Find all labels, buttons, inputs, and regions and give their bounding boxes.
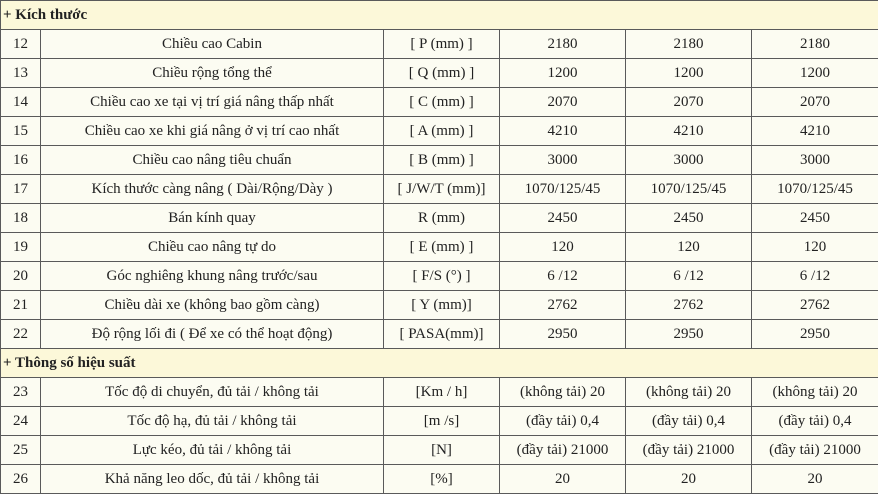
row-number: 13 <box>1 59 41 88</box>
table-row <box>1 175 878 204</box>
row-number: 25 <box>1 436 41 465</box>
table-row <box>1 407 878 436</box>
value-model-3: 2070 <box>752 88 878 117</box>
table-row <box>1 117 878 146</box>
value-model-1: 2070 <box>500 88 626 117</box>
value-model-3: 120 <box>752 233 878 262</box>
spec-unit: [ Q (mm) ] <box>384 59 500 88</box>
spec-unit: [ C (mm) ] <box>384 88 500 117</box>
spec-unit: R (mm) <box>384 204 500 233</box>
value-model-2: (không tải) 20 <box>626 378 752 407</box>
spec-unit: [Km / h] <box>384 378 500 407</box>
spec-name: Lực kéo, đủ tải / không tải <box>41 436 384 465</box>
spec-unit: [N] <box>384 436 500 465</box>
spec-name: Tốc độ hạ, đủ tải / không tải <box>41 407 384 436</box>
spec-unit: [ A (mm) ] <box>384 117 500 146</box>
value-model-3: 2762 <box>752 291 878 320</box>
value-model-2: 2950 <box>626 320 752 349</box>
value-model-3: 3000 <box>752 146 878 175</box>
spec-unit: [ B (mm) ] <box>384 146 500 175</box>
value-model-3: 1200 <box>752 59 878 88</box>
row-number: 17 <box>1 175 41 204</box>
spec-name: Tốc độ di chuyển, đủ tải / không tải <box>41 378 384 407</box>
table-row <box>1 88 878 117</box>
value-model-2: 2762 <box>626 291 752 320</box>
row-number: 26 <box>1 465 41 494</box>
section-title: + Thông số hiệu suất <box>1 349 878 378</box>
table-row <box>1 204 878 233</box>
table-row <box>1 378 878 407</box>
value-model-1: 3000 <box>500 146 626 175</box>
section-header <box>1 349 878 378</box>
value-model-1: (không tải) 20 <box>500 378 626 407</box>
row-number: 15 <box>1 117 41 146</box>
value-model-1: 20 <box>500 465 626 494</box>
spec-unit: [m /s] <box>384 407 500 436</box>
value-model-2: 2180 <box>626 30 752 59</box>
section-title: + Kích thước <box>1 1 878 30</box>
value-model-2: 4210 <box>626 117 752 146</box>
row-number: 12 <box>1 30 41 59</box>
spec-unit: [%] <box>384 465 500 494</box>
spec-unit: [ F/S (°) ] <box>384 262 500 291</box>
spec-name: Bán kính quay <box>41 204 384 233</box>
value-model-1: 2762 <box>500 291 626 320</box>
value-model-3: (đầy tải) 21000 <box>752 436 878 465</box>
value-model-1: 6 /12 <box>500 262 626 291</box>
value-model-1: 1200 <box>500 59 626 88</box>
spec-name: Góc nghiêng khung nâng trước/sau <box>41 262 384 291</box>
value-model-2: 1200 <box>626 59 752 88</box>
value-model-2: 3000 <box>626 146 752 175</box>
value-model-2: (đầy tải) 0,4 <box>626 407 752 436</box>
spec-unit: [ PASA(mm)] <box>384 320 500 349</box>
value-model-1: 2450 <box>500 204 626 233</box>
table-row <box>1 262 878 291</box>
table-row <box>1 59 878 88</box>
spec-name: Chiều cao nâng tiêu chuẩn <box>41 146 384 175</box>
value-model-3: 2950 <box>752 320 878 349</box>
spec-name: Chiều cao Cabin <box>41 30 384 59</box>
value-model-1: 2950 <box>500 320 626 349</box>
value-model-3: 6 /12 <box>752 262 878 291</box>
spec-name: Độ rộng lối đi ( Để xe có thể hoạt động) <box>41 320 384 349</box>
spec-name: Chiều rộng tổng thể <box>41 59 384 88</box>
value-model-1: (đầy tải) 0,4 <box>500 407 626 436</box>
table-row <box>1 233 878 262</box>
row-number: 22 <box>1 320 41 349</box>
row-number: 16 <box>1 146 41 175</box>
row-number: 23 <box>1 378 41 407</box>
value-model-2: (đầy tải) 21000 <box>626 436 752 465</box>
value-model-1: 1070/125/45 <box>500 175 626 204</box>
spec-name: Kích thước càng nâng ( Dài/Rộng/Dày ) <box>41 175 384 204</box>
spec-unit: [ P (mm) ] <box>384 30 500 59</box>
value-model-3: 2180 <box>752 30 878 59</box>
value-model-1: 4210 <box>500 117 626 146</box>
spec-name: Chiều cao xe tại vị trí giá nâng thấp nhất <box>41 88 384 117</box>
spec-unit: [ Y (mm)] <box>384 291 500 320</box>
value-model-3: 1070/125/45 <box>752 175 878 204</box>
row-number: 24 <box>1 407 41 436</box>
value-model-2: 120 <box>626 233 752 262</box>
table-row <box>1 291 878 320</box>
table-row <box>1 436 878 465</box>
row-number: 18 <box>1 204 41 233</box>
value-model-1: 120 <box>500 233 626 262</box>
value-model-2: 6 /12 <box>626 262 752 291</box>
value-model-2: 20 <box>626 465 752 494</box>
value-model-1: 2180 <box>500 30 626 59</box>
table-row <box>1 320 878 349</box>
table-row <box>1 465 878 494</box>
row-number: 19 <box>1 233 41 262</box>
value-model-3: (đầy tải) 0,4 <box>752 407 878 436</box>
spec-unit: [ E (mm) ] <box>384 233 500 262</box>
row-number: 21 <box>1 291 41 320</box>
value-model-3: 2450 <box>752 204 878 233</box>
spec-name: Khả năng leo dốc, đủ tải / không tải <box>41 465 384 494</box>
spec-name: Chiều cao xe khi giá nâng ở vị trí cao nhất <box>41 117 384 146</box>
spec-unit: [ J/W/T (mm)] <box>384 175 500 204</box>
value-model-3: 4210 <box>752 117 878 146</box>
table-row <box>1 30 878 59</box>
value-model-2: 2070 <box>626 88 752 117</box>
spec-name: Chiều cao nâng tự do <box>41 233 384 262</box>
spec-name: Chiều dài xe (không bao gồm càng) <box>41 291 384 320</box>
section-header <box>1 1 878 30</box>
value-model-2: 1070/125/45 <box>626 175 752 204</box>
value-model-2: 2450 <box>626 204 752 233</box>
spec-table-body <box>1 1 878 494</box>
row-number: 20 <box>1 262 41 291</box>
row-number: 14 <box>1 88 41 117</box>
value-model-3: 20 <box>752 465 878 494</box>
value-model-3: (không tải) 20 <box>752 378 878 407</box>
table-row <box>1 146 878 175</box>
value-model-1: (đầy tải) 21000 <box>500 436 626 465</box>
